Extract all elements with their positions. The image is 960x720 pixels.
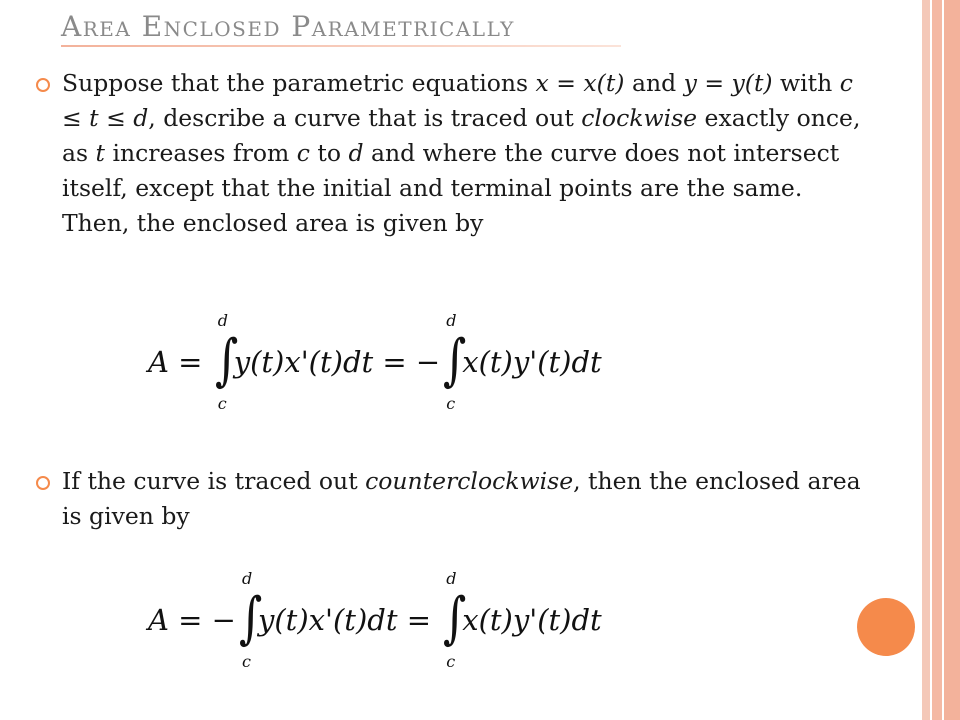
- text-run: with: [772, 69, 840, 97]
- text-run: , then the enclosed area is given by: [62, 467, 861, 530]
- integral-upper-limit: d: [241, 569, 253, 588]
- formula-term: y(t)x'(t)dt =: [257, 603, 441, 637]
- text-run: and where the curve does not intersect itself, except that the initial and terminal points are the same. Then, the enclosed area is given by: [62, 139, 840, 237]
- title-underline: [61, 45, 621, 47]
- integral-upper-limit: d: [217, 311, 228, 330]
- integral-upper-limit: d: [446, 311, 457, 330]
- text-run: Suppose that the parametric equations: [62, 69, 536, 97]
- text-run: increases from: [105, 139, 297, 167]
- italic-run: c ≤ t ≤ d: [62, 69, 853, 132]
- bullet-text: [62, 66, 862, 241]
- integral-lower-limit: c: [217, 394, 227, 413]
- formula-counterclockwise: [148, 570, 602, 670]
- formula-term: x(t)y'(t)dt: [462, 345, 602, 379]
- formula-term: x(t)y'(t)dt: [462, 603, 602, 637]
- integral-symbol: ∫: [238, 586, 263, 651]
- text-run: exactly once, as: [62, 104, 861, 167]
- italic-run: y = y(t): [683, 69, 773, 97]
- integral-lower-limit: c: [241, 652, 251, 671]
- formula-term: y(t)x'(t)dt = −: [233, 345, 441, 379]
- integral-symbol: ∫: [214, 328, 238, 393]
- integral-lower-limit: c: [446, 394, 456, 413]
- integral-sign: [236, 569, 263, 671]
- italic-run: c: [296, 139, 310, 167]
- formula-clockwise: [148, 312, 602, 412]
- integral-lower-limit: c: [446, 652, 456, 671]
- formula-lhs: A =: [148, 345, 212, 379]
- decorative-stripes: [918, 0, 960, 720]
- integral-symbol: ∫: [443, 586, 467, 651]
- decorative-circle: [857, 598, 915, 656]
- text-run: to: [309, 139, 349, 167]
- italic-run: counterclockwise: [365, 467, 574, 495]
- bullet-clockwise: [62, 66, 862, 241]
- italic-run: clockwise: [581, 104, 698, 132]
- integral-sign: [440, 311, 467, 413]
- italic-run: x = x(t): [535, 69, 625, 97]
- formula-lhs: A = −: [148, 603, 236, 637]
- integral-sign: [440, 569, 467, 671]
- bullet-text: [62, 464, 862, 534]
- integral-upper-limit: d: [446, 569, 457, 588]
- integral-sign: [212, 311, 238, 413]
- italic-run: t: [95, 139, 105, 167]
- slide-title: [61, 10, 621, 47]
- italic-run: d: [348, 139, 364, 167]
- slide-title-text: Area Enclosed Parametrically: [61, 10, 515, 43]
- text-run: , describe a curve that is traced out: [148, 104, 582, 132]
- text-run: and: [624, 69, 684, 97]
- bullet-counterclockwise: [62, 464, 862, 534]
- bullet-marker-icon: [36, 476, 50, 490]
- bullet-marker-icon: [36, 78, 50, 92]
- text-run: If the curve is traced out: [62, 467, 366, 495]
- integral-symbol: ∫: [443, 328, 467, 393]
